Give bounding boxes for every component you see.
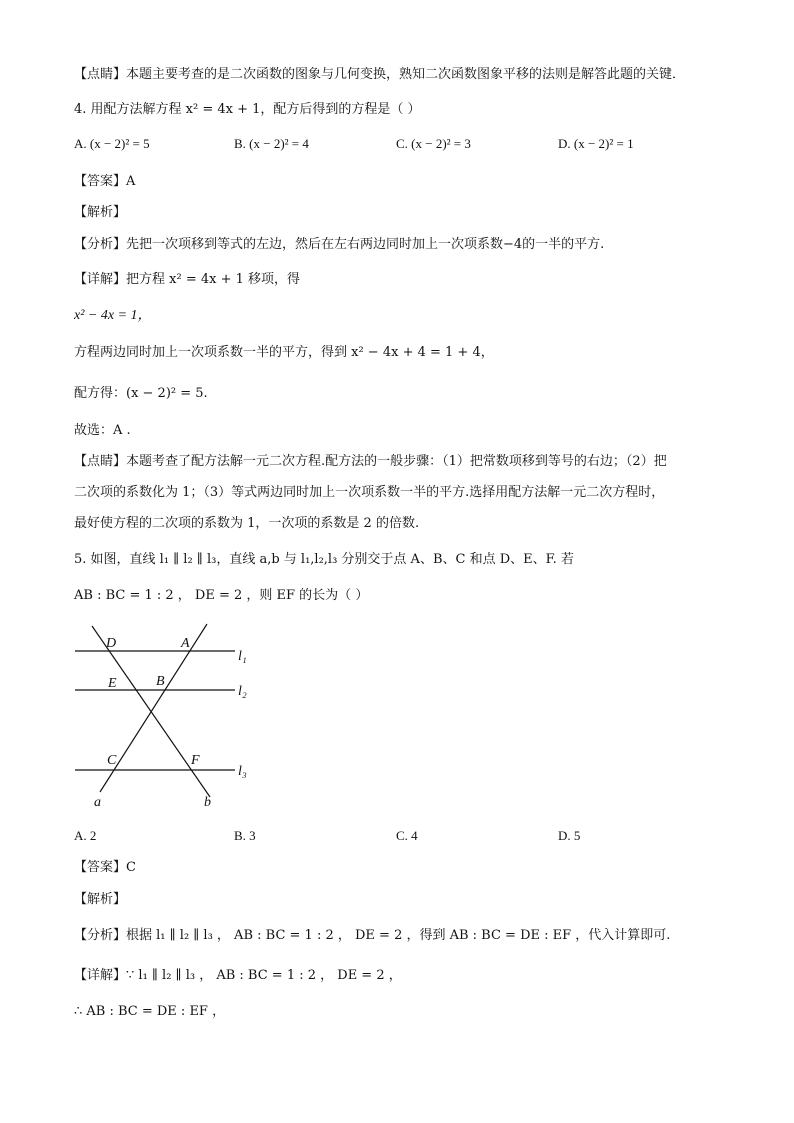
q5-answer-line — [74, 859, 136, 877]
q5-answer: C — [126, 860, 136, 875]
q4-option-b: B. (x − 2)² = 4 — [234, 136, 309, 151]
q4-option-d: D. (x − 2)² = 1 — [558, 136, 634, 151]
q4-fenxi-line — [74, 236, 604, 254]
q5-fenxi-line — [74, 927, 670, 945]
prev-point-line — [74, 66, 685, 84]
q4-point-2: 二次项的系数化为 1；（3）等式两边同时加上一次项系数一半的平方.选择用配方法解一元二次方程时， — [74, 485, 665, 500]
q5-detail-1: ∵ l₁ ∥ l₂ ∥ l₃ ， AB : BC = 1 : 2 ， DE = 2 ， — [126, 968, 402, 983]
label-line-a: a — [94, 795, 101, 810]
fenxi-tag: 【分析】 — [74, 237, 127, 252]
q4-point-1: 本题考查了配方法解一元二次方程.配方法的一般步骤：（1）把常数项移到等号的右边；（2）把 — [126, 454, 667, 469]
label-line-b: b — [204, 795, 211, 810]
point-tag: 【点睛】 — [74, 67, 127, 82]
q4-stem: 4. 用配方法解方程 x² = 4x + 1，配方后得到的方程是（ ） — [74, 102, 421, 117]
q4-detail-2: x² − 4x = 1， — [74, 308, 152, 323]
label-l1: l₁ — [238, 649, 247, 664]
label-e: E — [108, 676, 117, 691]
q4-detail-3: 方程两边同时加上一次项系数一半的平方，得到 x² − 4x + 4 = 1 + 4， — [74, 345, 494, 360]
q5-stem-2: AB : BC = 1 : 2 ， DE = 2 ，则 EF 的长为（ ） — [74, 588, 369, 603]
q5-option-d: D. 5 — [558, 828, 581, 843]
q5-analysis-tag: 【解析】 — [74, 892, 127, 907]
fenxi-tag: 【分析】 — [74, 928, 127, 943]
q4-point-3: 最好使方程的二次项的系数为 1，一次项的系数是 2 的倍数. — [74, 516, 420, 531]
detail-tag: 【详解】 — [74, 968, 127, 983]
q5-stem-1: 5. 如图，直线 l₁ ∥ l₂ ∥ l₃，直线 a,b 与 l₁,l₂,l₃ 分别交于点 A、B、C 和点 D、E、F. 若 — [74, 552, 574, 567]
answer-tag: 【答案】 — [74, 860, 127, 875]
point-text: 本题主要考查的是二次函数的图象与几何变换，熟知二次函数图象平移的法则是解答此题的关键． — [126, 67, 686, 82]
label-b: B — [156, 674, 165, 689]
q5-detail-line — [74, 967, 402, 985]
point-tag: 【点睛】 — [74, 454, 127, 469]
q4-answer: A — [126, 174, 136, 189]
q4-detail-line — [74, 271, 300, 289]
label-l2: l₂ — [238, 684, 247, 699]
q5-option-b: B. 3 — [234, 828, 256, 843]
q4-fenxi: 先把一次项移到等式的左边，然后在左右两边同时加上一次项系数−4的一半的平方. — [126, 237, 605, 252]
label-a: A — [181, 636, 190, 651]
q4-detail-5: 故选：A . — [74, 423, 131, 438]
q4-detail-4: 配方得：(x − 2)² = 5. — [74, 386, 208, 401]
q4-point-line-1 — [74, 453, 667, 471]
label-c: C — [107, 753, 117, 768]
q4-detail-1: 把方程 x² = 4x + 1 移项，得 — [126, 272, 301, 287]
q5-option-c: C. 4 — [396, 828, 418, 843]
q4-option-c: C. (x − 2)² = 3 — [396, 136, 471, 151]
label-l3: l₃ — [238, 764, 247, 779]
q5-detail-2: ∴ AB : BC = DE : EF ， — [74, 1004, 226, 1019]
q5-fenxi: 根据 l₁ ∥ l₂ ∥ l₃ ， AB : BC = 1 : 2 ， DE = 2 ，得到 AB : BC = DE : EF ，代入计算即可. — [126, 928, 671, 943]
detail-tag: 【详解】 — [74, 272, 127, 287]
label-f: F — [191, 753, 200, 768]
q4-answer-line — [74, 173, 135, 191]
q4-analysis-tag: 【解析】 — [74, 205, 127, 220]
label-d: D — [106, 636, 117, 651]
q5-option-a: A. 2 — [74, 828, 97, 843]
answer-tag: 【答案】 — [74, 174, 127, 189]
parallel-lines-figure — [70, 622, 260, 818]
q4-option-a: A. (x − 2)² = 5 — [74, 136, 150, 151]
